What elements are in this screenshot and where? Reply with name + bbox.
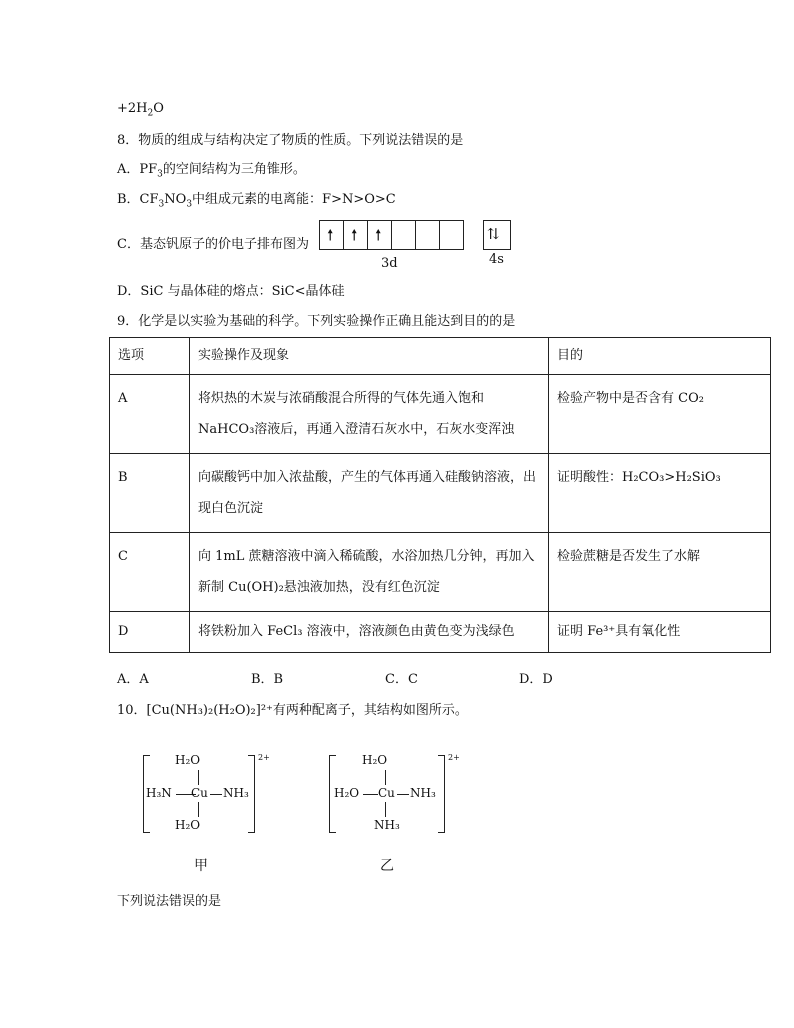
q8-option-b: B．$CF_3NO_3$中组成元素的电离能：F>N>O>C (117, 192, 396, 210)
right-bracket (248, 755, 255, 833)
label-3d: 3d (381, 256, 398, 271)
row-option: A (110, 375, 190, 454)
up-arrow-icon: 🠕 (351, 226, 358, 244)
table-header-row (110, 338, 771, 375)
ligand-left: H₂O (334, 786, 360, 800)
experiment-table (109, 337, 771, 653)
table-row (110, 454, 771, 533)
ligand-right: NH₃ (223, 786, 249, 800)
up-down-arrow-icon: ⇅ (487, 225, 500, 243)
q8-stem: 8．物质的组成与结构决定了物质的性质。下列说法错误的是 (117, 133, 464, 148)
row-option: D (110, 612, 190, 653)
choice-b: B．B (251, 672, 284, 687)
table-row (110, 375, 771, 454)
equation-continuation: $+2H_2O$ (117, 101, 164, 119)
table-row (110, 612, 771, 653)
table-row (110, 533, 771, 612)
right-bracket (438, 755, 445, 833)
bond (385, 770, 386, 785)
row-goal: 证明酸性：H₂CO₃>H₂SiO₃ (549, 454, 771, 533)
header-option: 选项 (110, 338, 190, 375)
label-4s: 4s (489, 252, 504, 267)
orbital-3d-box (319, 220, 464, 250)
structure-label: 甲 (194, 858, 208, 874)
row-operation: 将铁粉加入 FeCl₃ 溶液中，溶液颜色由黄色变为浅绿色 (190, 612, 549, 653)
bond (385, 802, 386, 817)
orbital-4s-box (483, 220, 511, 250)
up-arrow-icon: 🠕 (375, 226, 382, 244)
q9-stem: 9．化学是以实验为基础的科学。下列实验操作正确且能达到目的的是 (117, 314, 516, 329)
row-option: C (110, 533, 190, 612)
row-option: B (110, 454, 190, 533)
ligand-top: H₂O (362, 753, 388, 767)
ligand-left: H₃N (146, 786, 172, 800)
bond (210, 794, 222, 795)
bond (363, 794, 378, 795)
q8-option-d: D．SiC 与晶体硅的熔点：SiC<晶体硅 (117, 284, 345, 299)
row-operation: 将炽热的木炭与浓硝酸混合所得的气体先通入饱和NaHCO₃溶液后，再通入澄清石灰水中，石灰水变浑浊 (190, 375, 549, 454)
ligand-right: NH₃ (410, 786, 436, 800)
header-goal: 目的 (549, 338, 771, 375)
q10-tail: 下列说法错误的是 (117, 894, 222, 909)
bond (397, 794, 409, 795)
up-arrow-icon: 🠕 (327, 226, 334, 244)
charge: 2+ (258, 753, 270, 762)
row-goal: 证明 Fe³⁺具有氧化性 (549, 612, 771, 653)
choice-a: A．A (117, 672, 149, 687)
q10-stem: 10．[Cu(NH₃)₂(H₂O)₂]²⁺有两种配离子，其结构如图所示。 (117, 703, 468, 718)
choice-d: D．D (519, 672, 553, 687)
ligand-bottom: H₂O (175, 818, 201, 832)
row-goal: 检验蔗糖是否发生了水解 (549, 533, 771, 612)
ligand-bottom: NH₃ (374, 818, 400, 832)
bond (198, 770, 199, 785)
choice-c: C．C (385, 672, 418, 687)
center-atom: Cu (191, 786, 208, 800)
row-operation: 向 1mL 蔗糖溶液中滴入稀硫酸，水浴加热几分钟，再加入新制 Cu(OH)₂悬浊液加热，没有红色沉淀 (190, 533, 549, 612)
row-goal: 检验产物中是否含有 CO₂ (549, 375, 771, 454)
center-atom: Cu (378, 786, 395, 800)
charge: 2+ (448, 753, 460, 762)
structure-label: 乙 (380, 858, 394, 874)
bond (198, 802, 199, 817)
row-operation: 向碳酸钙中加入浓盐酸，产生的气体再通入硅酸钠溶液，出现白色沉淀 (190, 454, 549, 533)
q8-option-a: A．$PF_3$的空间结构为三角锥形。 (117, 162, 306, 180)
q8-option-c: C．基态钒原子的价电子排布图为 (117, 237, 309, 252)
ligand-top: H₂O (175, 753, 201, 767)
header-operation: 实验操作及现象 (190, 338, 549, 375)
